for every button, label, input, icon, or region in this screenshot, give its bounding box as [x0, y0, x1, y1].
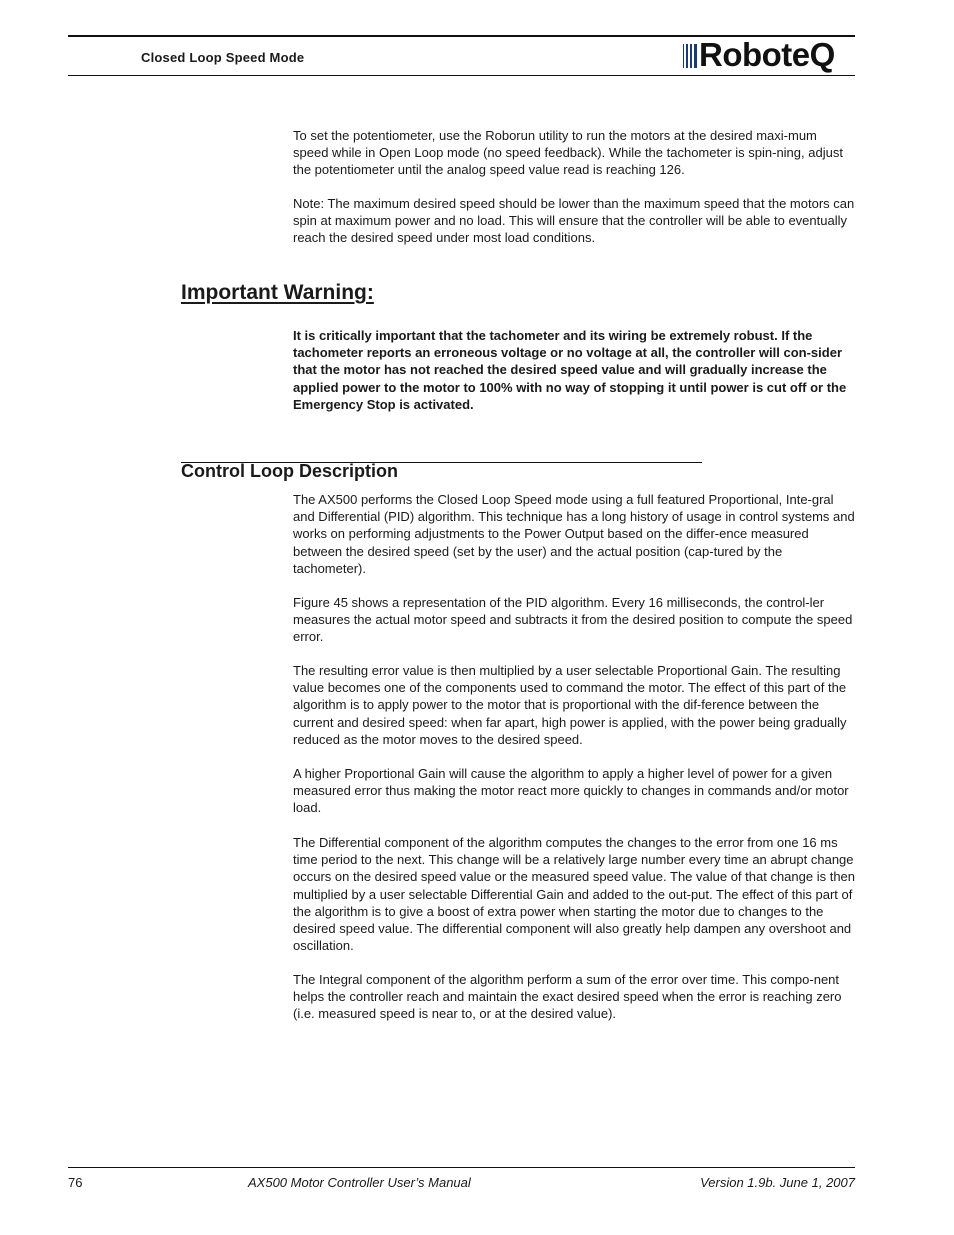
logo-bars-icon — [683, 44, 699, 68]
footer-rule — [68, 1167, 855, 1168]
warning-heading: Important Warning: — [181, 281, 374, 304]
body-paragraph: The Differential component of the algorithm computes the changes to the error from one 16 ms time period to the next. This change will be a relatively large number every time an abrupt change occurs on the desired speed value or the measured speed value. The value of that change is then multiplied by a user selectable Differential Gain and added to the out-put. The effect of this part of the algorithm is to give a boost of extra power when starting the motor due to changes to the desired speed value. The differential component will also greatly help dampen any overshoot and oscillation. — [293, 835, 856, 954]
roboteq-logo — [683, 36, 855, 74]
logo-text: RoboteQ — [699, 36, 835, 73]
body-paragraph: The resulting error value is then multiplied by a user selectable Proportional Gain. The resulting value becomes one of the components used to command the motor. The effect of this part of the algorithm is to apply power to the motor that is proportional with the dif-ference between the current and desired speed: when far apart, high power is applied, with the power being gradually reduced as the motor moves to the desired speed. — [293, 663, 847, 747]
section-label: Closed Loop Speed Mode — [141, 50, 305, 65]
intro-paragraph-2: Note: The maximum desired speed should be lower than the maximum speed that the motors can spin at maximum power and no load. This will ensure that the controller will be able to eventually reach the desired speed under most load conditions. — [293, 196, 855, 246]
header-bottom-rule — [68, 75, 855, 76]
body-paragraph: The Integral component of the algorithm perform a sum of the error over time. This compo-nent helps the controller reach and maintain the exact desired speed when the error is reaching zero (i.e. measured speed is near to, or at the desired value). — [293, 972, 842, 1022]
page-number: 76 — [68, 1175, 83, 1190]
manual-title: AX500 Motor Controller User’s Manual — [248, 1175, 471, 1190]
version-label: Version 1.9b. June 1, 2007 — [700, 1175, 855, 1190]
body-paragraph: A higher Proportional Gain will cause the algorithm to apply a higher level of power for a given measured error thus making the motor react more quickly to changes in commands and/or motor load. — [293, 766, 849, 816]
intro-paragraph-1: To set the potentiometer, use the Roborun utility to run the motors at the desired maxi-mum speed while in Open Loop mode (no speed feedback). While the tachometer is spin-ning, adjust the potentiometer until the analog speed value read is reaching 126. — [293, 128, 843, 178]
warning-text: It is critically important that the tachometer and its wiring be extremely robust. If the tachometer reports an erroneous voltage or no voltage at all, the controller will con-sider that the motor has not reached the desired speed value and will gradually increase the applied power to the motor to 100% with no way of stopping it until power is cut off or the Emergency Stop is activated. — [293, 328, 847, 412]
body-paragraph: The AX500 performs the Closed Loop Speed mode using a full featured Proportional, Inte-gral and Differential (PID) algorithm. This technique has a long history of usage in control systems and works on performing adjustments to the Power Output based on the differ-ence measured between the desired speed (set by the user) and the actual position (cap-tured by the tachometer). — [293, 492, 855, 576]
body-paragraph: Figure 45 shows a representation of the PID algorithm. Every 16 milliseconds, the control-ler measures the actual motor speed and subtracts it from the desired position to compute the speed error. — [293, 595, 853, 645]
section-heading: Control Loop Description — [181, 461, 398, 481]
